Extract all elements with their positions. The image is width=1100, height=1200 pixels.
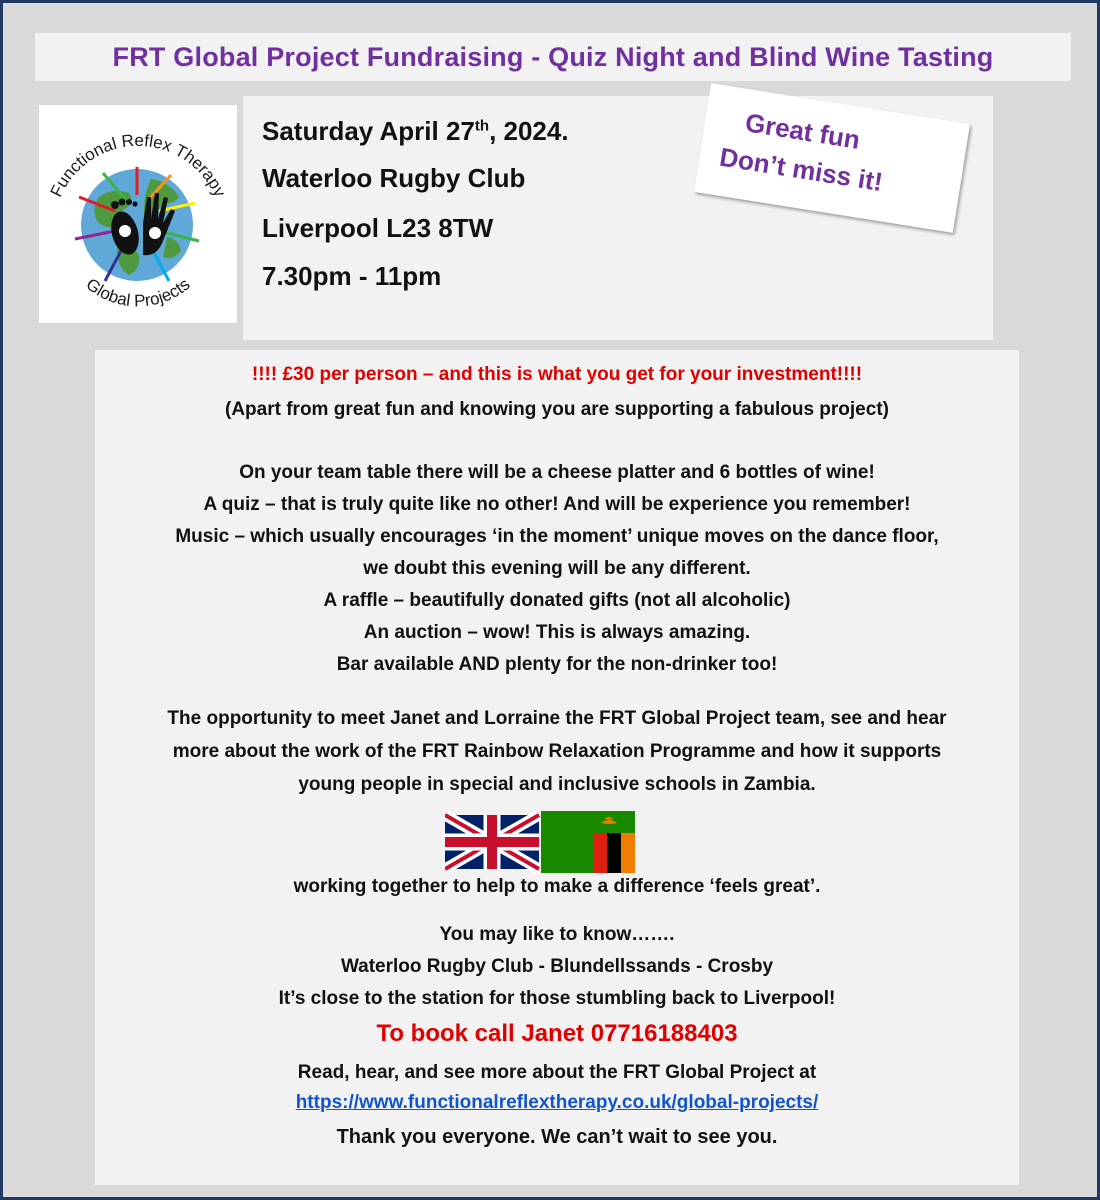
offer-line: Music – which usually encourages ‘in the moment’ unique moves on the dance floor, xyxy=(175,526,939,547)
page-title: FRT Global Project Fundraising - Quiz Night and Blind Wine Tasting xyxy=(112,41,994,72)
frt-logo xyxy=(39,105,237,323)
logo-top-text: Functional Reflex Therapy xyxy=(46,130,230,200)
flags xyxy=(445,809,635,875)
website-link-row xyxy=(95,1092,1019,1114)
offer-line: Bar available AND plenty for the non-drinker too! xyxy=(336,654,778,675)
event-venue: Waterloo Rugby Club xyxy=(262,163,526,193)
team-line: The opportunity to meet Janet and Lorraine the FRT Global Project team, see and hear xyxy=(167,708,947,729)
event-time: 7.30pm - 11pm xyxy=(262,261,442,291)
offer-line: A quiz – that is truly quite like no other! And will be experience you remember! xyxy=(203,494,911,515)
logo-graphic xyxy=(39,105,237,323)
website-link[interactable]: https://www.functionalreflextherapy.co.uk/global-projects/ xyxy=(295,1092,819,1113)
know-line: You may like to know……. xyxy=(439,924,675,945)
logo-bottom-text: Global Projects xyxy=(82,274,194,311)
more-line: Read, hear, and see more about the FRT Global Project at xyxy=(297,1062,817,1083)
team-line: young people in special and inclusive schools in Zambia. xyxy=(298,774,816,795)
know-line: It’s close to the station for those stumbling back to Liverpool! xyxy=(278,988,836,1009)
offer-line: we doubt this evening will be any different. xyxy=(363,558,751,579)
thanks-line: Thank you everyone. We can’t wait to see you. xyxy=(336,1126,778,1148)
callout-line-2: Don’t miss it! xyxy=(717,141,885,198)
event-city: Liverpool L23 8TW xyxy=(262,213,494,243)
uk-flag-icon xyxy=(445,815,539,869)
together-line: working together to help to make a difference ‘feels great’. xyxy=(293,876,821,897)
zambia-flag-icon xyxy=(541,811,635,873)
callout-line-1: Great fun xyxy=(743,107,863,155)
offer-line: A raffle – beautifully donated gifts (not all alcoholic) xyxy=(323,590,791,611)
main-content xyxy=(95,350,1019,1185)
booking-line: To book call Janet 07716188403 xyxy=(376,1020,738,1047)
offer-line: An auction – wow! This is always amazing. xyxy=(363,622,751,643)
title-bar xyxy=(35,33,1071,81)
offer-line: On your team table there will be a cheese platter and 6 bottles of wine! xyxy=(239,462,875,483)
event-date: Saturday April 27th, 2024. xyxy=(262,116,569,146)
price-line: !!!! £30 per person – and this is what you get for your investment!!!! xyxy=(251,364,863,385)
apart-line: (Apart from great fun and knowing you are supporting a fabulous project) xyxy=(225,399,889,420)
team-line: more about the work of the FRT Rainbow Relaxation Programme and how it supports xyxy=(172,741,942,762)
know-line: Waterloo Rugby Club - Blundellssands - Crosby xyxy=(340,956,774,977)
